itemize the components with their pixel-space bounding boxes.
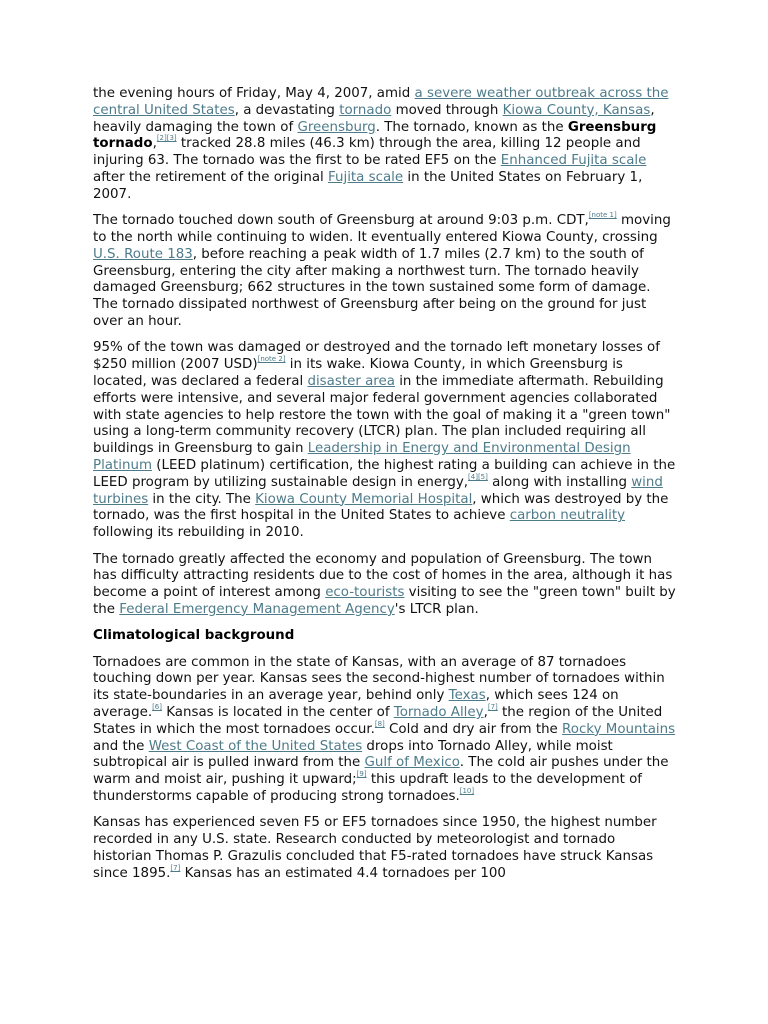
text: drops into Tornado Alley, while moist subtropical air is pulled inward from the bbox=[93, 738, 613, 771]
text: the evening hours of Friday, May 4, 2007, amid bbox=[93, 86, 415, 101]
text: Kansas has an estimated 4.4 tornadoes per 100 bbox=[180, 865, 506, 881]
paragraph-climatology bbox=[93, 655, 677, 806]
text: moved through bbox=[391, 102, 503, 118]
citation-link[interactable]: [7] bbox=[487, 703, 498, 712]
paragraph-intro bbox=[93, 86, 677, 204]
text: in its wake. Kiowa County, in which Greensburg is located, was declared a federal bbox=[93, 357, 623, 389]
link-fujita-scale[interactable]: Fujita scale bbox=[328, 169, 404, 185]
citation-link[interactable]: [4][5] bbox=[468, 472, 488, 481]
text: , bbox=[483, 705, 488, 721]
text: , heavily damaging the town of bbox=[93, 102, 655, 135]
text: tracked 28.8 miles (46.3 km) through the area, killing 12 people and injuring 63. The tornado was the first to be rated EF5 on the bbox=[93, 136, 641, 169]
text: and the bbox=[93, 738, 149, 754]
text: along with installing bbox=[487, 474, 632, 490]
link-greensburg[interactable]: Greensburg bbox=[297, 119, 376, 135]
text: in the city. The bbox=[148, 491, 256, 507]
text: Tornadoes are common in the state of Kansas, with an average of 87 tornadoes touching down per year. Kansas sees the second-highest number of tornadoes within its state-boundaries in an average year, behind only bbox=[93, 654, 665, 704]
text: , a devastating bbox=[234, 102, 340, 118]
link-tornado[interactable]: tornado bbox=[339, 102, 392, 118]
link-gulf-of-mexico[interactable]: Gulf of Mexico bbox=[364, 755, 460, 771]
text: . The tornado, known as the bbox=[375, 119, 568, 135]
link-disaster-area[interactable]: disaster area bbox=[307, 373, 395, 389]
paragraph-economy bbox=[93, 552, 677, 619]
text: , bbox=[152, 136, 157, 152]
text: , before reaching a peak width of 1.7 miles (2.7 km) to the south of Greensburg, entering the city after making a northwest turn. The tornado heavily damaged Greensburg; 662 structures in the town sustained some form of damage. The tornado dissipated northwest of Greensburg after being on the ground for just over an hour. bbox=[93, 246, 651, 329]
link-tornado-alley[interactable]: Tornado Alley bbox=[393, 705, 484, 721]
link-texas[interactable]: Texas bbox=[448, 688, 486, 704]
link-severe-weather-outbreak[interactable]: a severe weather outbreak across the central United States bbox=[93, 86, 669, 118]
text: after the retirement of the original bbox=[93, 169, 329, 185]
text: (LEED platinum) certification, the highest rating a building can achieve in the LEED program by utilizing sustainable design in energy, bbox=[93, 457, 676, 490]
citation-link[interactable]: [6] bbox=[152, 703, 162, 712]
text: Cold and dry air from the bbox=[384, 721, 563, 737]
text: moving to the north while continuing to widen. It eventually entered Kiowa County, crossing bbox=[93, 213, 671, 245]
paragraph-damage bbox=[93, 340, 677, 542]
text: visiting to see the "green town" built by the bbox=[93, 585, 676, 617]
note-link[interactable]: [note 1] bbox=[588, 211, 617, 220]
text: 95% of the town was damaged or destroyed and the tornado left monetary losses of $250 million (2007 USD) bbox=[93, 340, 660, 373]
article-body bbox=[93, 86, 677, 892]
link-leed-platinum[interactable]: Leadership in Energy and Environmental Design Platinum bbox=[93, 441, 631, 473]
text: the region of the United States in which the most tornadoes occur. bbox=[93, 705, 663, 737]
text: in the United States on February 1, 2007. bbox=[93, 169, 643, 202]
paragraph-track bbox=[93, 213, 677, 331]
citation-link[interactable]: [10] bbox=[459, 787, 475, 796]
link-eco-tourists[interactable]: eco-tourists bbox=[325, 585, 405, 601]
link-kiowa-county[interactable]: Kiowa County, Kansas bbox=[502, 102, 651, 118]
link-us-route-183[interactable]: U.S. Route 183 bbox=[93, 246, 193, 262]
text: . The cold air pushes under the warm and moist air, pushing it upward; bbox=[93, 755, 669, 788]
text: Kansas is located in the center of bbox=[162, 705, 394, 721]
bold-term: Greensburg tornado bbox=[93, 119, 657, 152]
citation-link[interactable]: [7] bbox=[170, 863, 181, 872]
link-west-coast[interactable]: West Coast of the United States bbox=[148, 738, 363, 754]
note-link[interactable]: [note 2] bbox=[257, 355, 286, 364]
text: , which sees 124 on average. bbox=[93, 688, 619, 721]
text: The tornado greatly affected the economy and population of Greensburg. The town has difficulty attracting residents due to the cost of homes in the area, although it has become a point of interest among bbox=[93, 551, 673, 601]
link-wind-turbines[interactable]: wind turbines bbox=[93, 474, 663, 507]
paragraph-history bbox=[93, 815, 677, 882]
text: in the immediate aftermath. Rebuilding efforts were intensive, and several major federal government agencies collaborated with state agencies to help restore the town with the goal of making it a "green town" using a long-term community recovery (LTCR) plan. The plan included requiring all buildings in Greensburg to gain bbox=[93, 373, 671, 457]
section-heading: Climatological background bbox=[93, 628, 295, 644]
citation-link[interactable]: [8] bbox=[374, 719, 385, 728]
citation-link[interactable]: [9] bbox=[356, 770, 367, 779]
link-kiowa-county-memorial-hospital[interactable]: Kiowa County Memorial Hospital bbox=[255, 491, 473, 507]
text: Kansas has experienced seven F5 or EF5 tornadoes since 1950, the highest number recorded in any U.S. state. Research conducted by meteorologist and tornado historian Thomas P. Grazulis concluded that F5-rated tornadoes have struck Kansas since 1895. bbox=[93, 815, 657, 881]
link-rocky-mountains[interactable]: Rocky Mountains bbox=[562, 721, 676, 737]
link-fema[interactable]: Federal Emergency Management Agency bbox=[119, 601, 395, 617]
text: , which was destroyed by the tornado, was the first hospital in the United States to achieve bbox=[93, 491, 669, 524]
link-enhanced-fujita-scale[interactable]: Enhanced Fujita scale bbox=[500, 153, 647, 169]
citation-link[interactable]: [2][3] bbox=[156, 134, 177, 143]
text: The tornado touched down south of Greensburg at around 9:03 p.m. CDT, bbox=[93, 213, 589, 229]
text: this updraft leads to the development of thunderstorms capable of producing strong tornadoes. bbox=[93, 772, 643, 805]
text: following its rebuilding in 2010. bbox=[93, 525, 304, 541]
link-carbon-neutrality[interactable]: carbon neutrality bbox=[509, 508, 626, 524]
text: 's LTCR plan. bbox=[394, 601, 479, 617]
